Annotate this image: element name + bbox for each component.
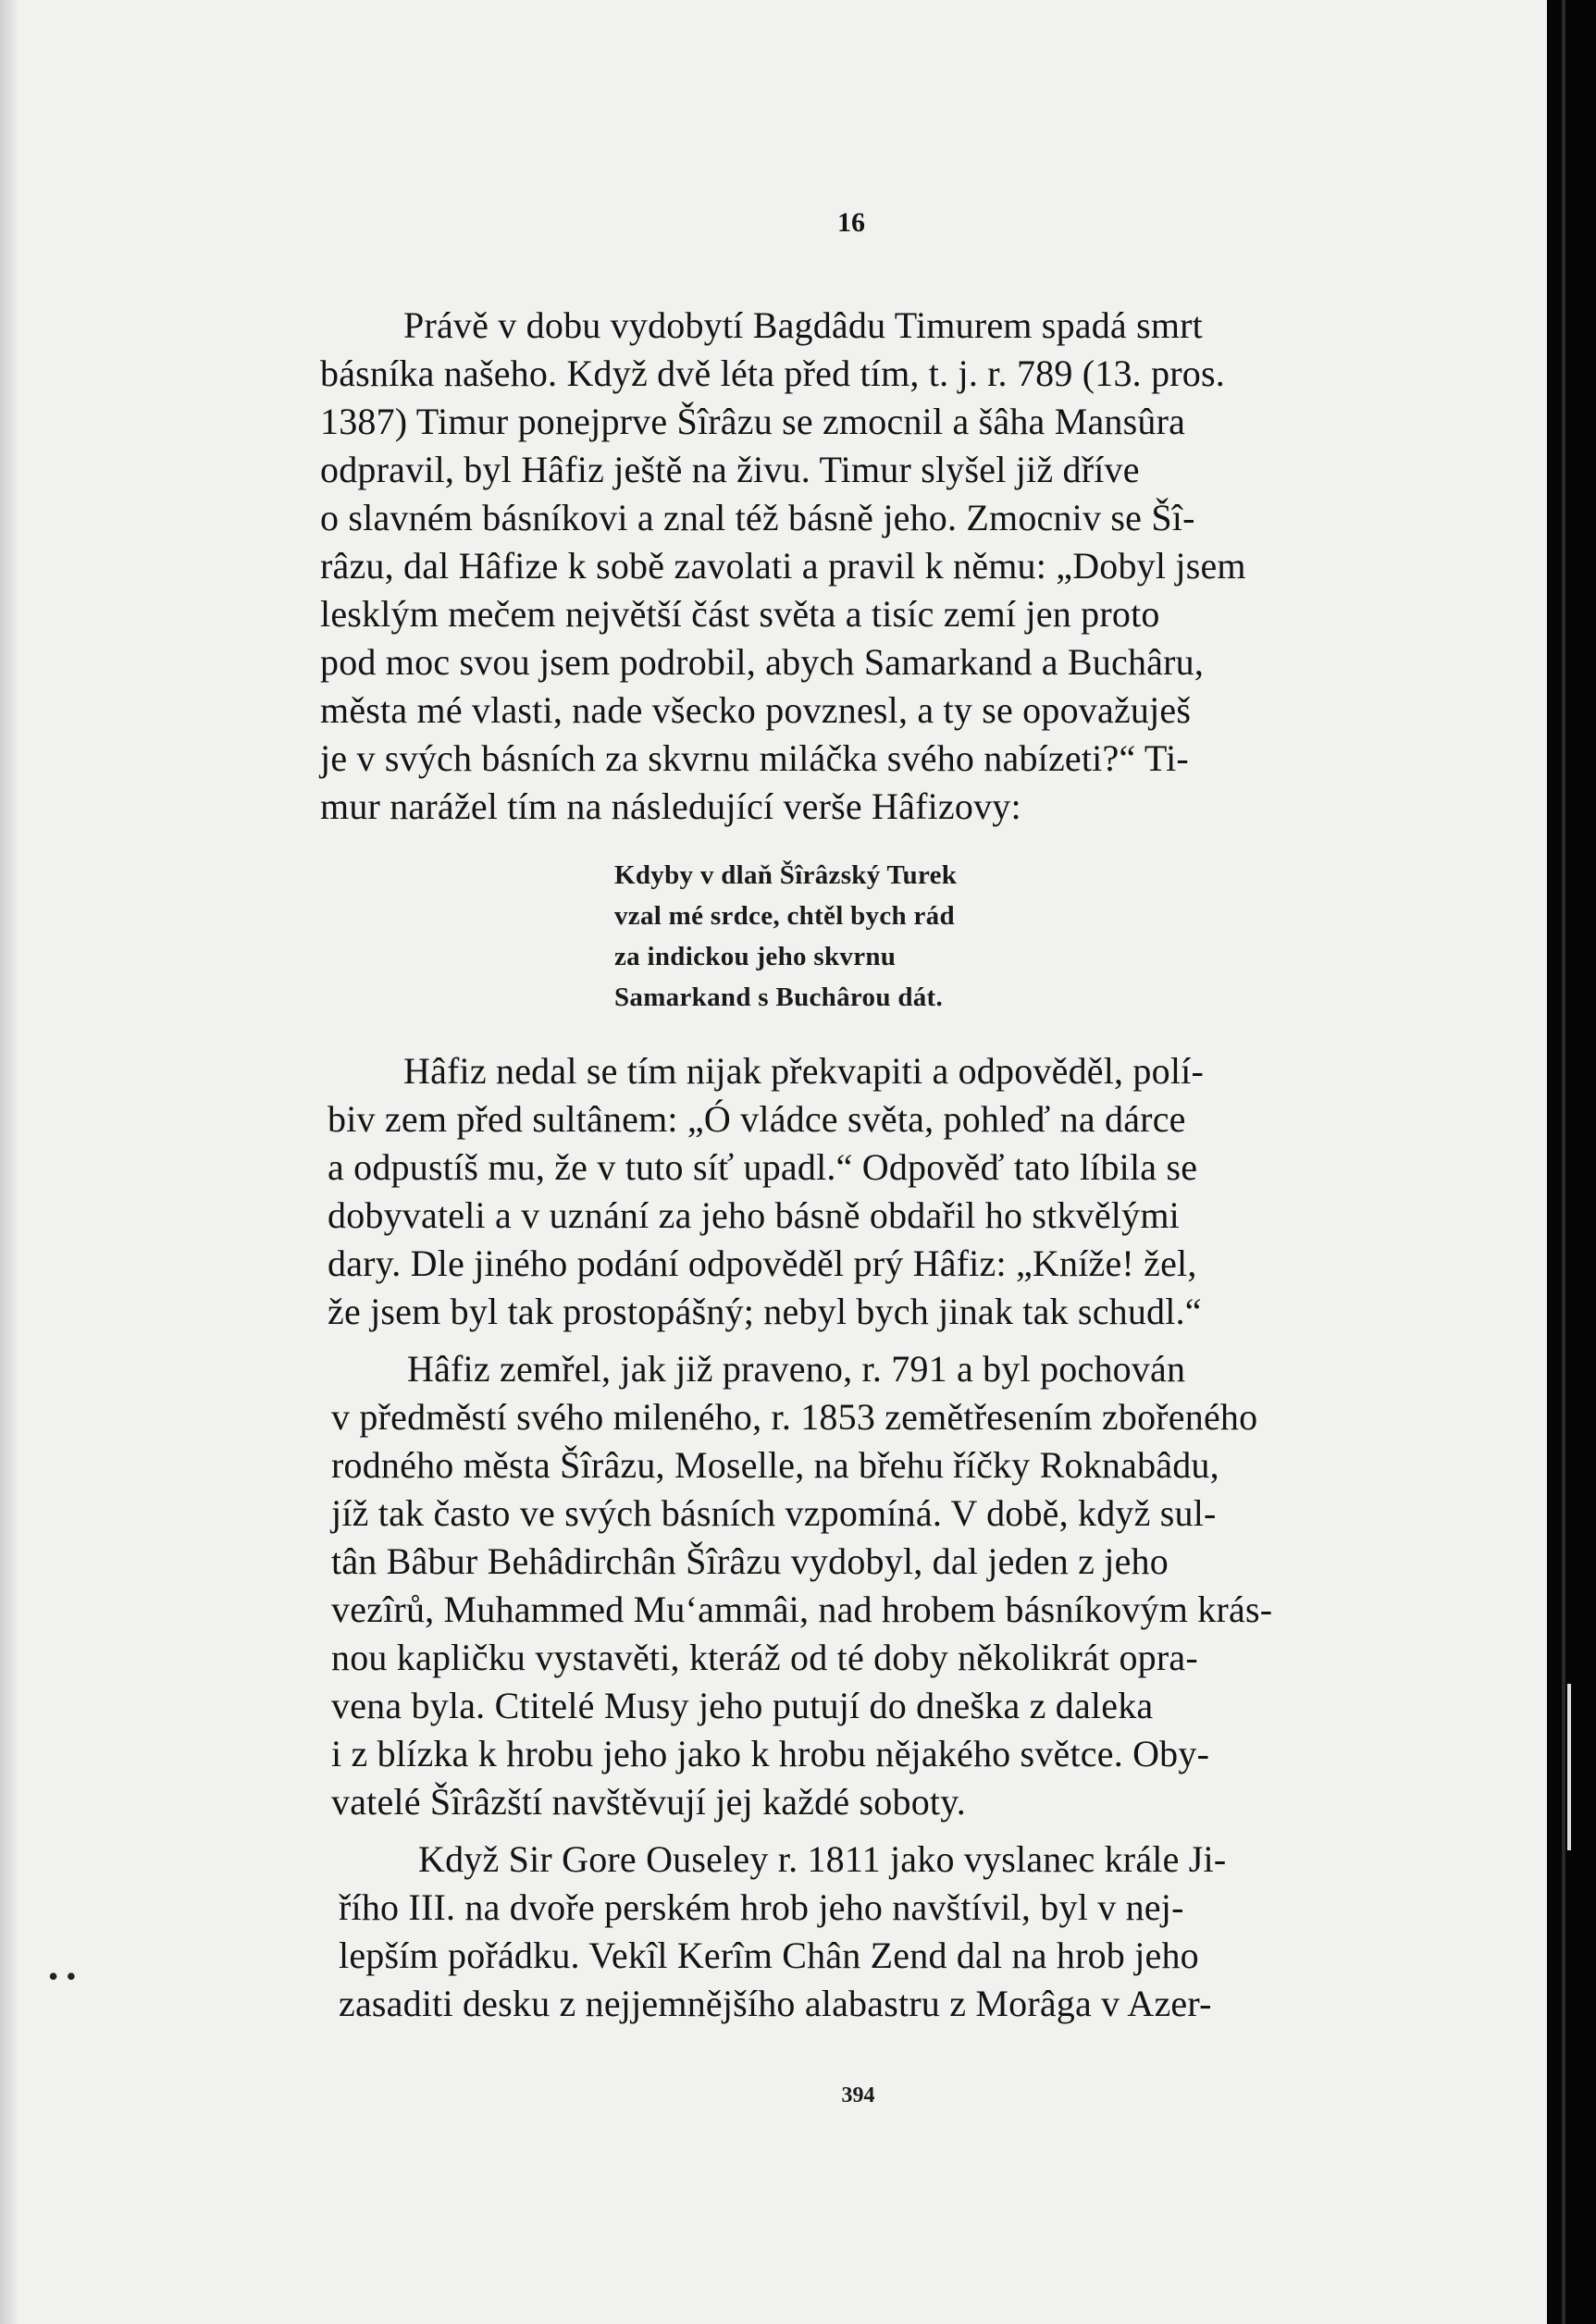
text-line: 1387) Timur ponejprve Šîrâzu se zmocnil a šâha Mansûra: [320, 401, 1186, 442]
text-line: vena byla. Ctitelé Musy jeho putují do dneška z daleka: [331, 1685, 1154, 1726]
page-left-shadow: [0, 0, 17, 2324]
text-line: města mé vlasti, nade všecko povznesl, a ty se opovažuješ: [320, 689, 1192, 731]
poem-line: za indickou jeho skvrnu: [614, 942, 897, 971]
printer-signature: 394: [841, 2083, 875, 2108]
scan-border-right: [1547, 0, 1596, 2324]
text-line: je v svých básních za skvrnu miláčka svého nabízeti?“ Ti-: [320, 737, 1189, 779]
text-line: tân Bâbur Behâdirchân Šîrâzu vydobyl, dal jeden z jeho: [331, 1540, 1169, 1582]
text-line: o slavném básníkovi a znal též básně jeho. Zmocniv se Šî-: [320, 497, 1195, 538]
text-line: dary. Dle jiného podání odpověděl prý Hâfiz: „Kníže! žel,: [328, 1242, 1197, 1284]
text-line: a odpustíš mu, že v tuto síť upadl.“ Odpověď tato líbila se: [328, 1146, 1198, 1188]
text-line: râzu, dal Hâfize k sobě zavolati a pravil k němu: „Dobyl jsem: [320, 545, 1246, 587]
text-line: Hâfiz nedal se tím nijak překvapiti a odpověděl, polí-: [403, 1050, 1204, 1092]
poem-line: Kdyby v dlaň Šîrâzský Turek: [614, 860, 958, 890]
poem-line: Samarkand s Buchârou dát.: [614, 983, 944, 1012]
text-line: vatelé Šîrâzští navštěvují jej každé soboty.: [331, 1781, 967, 1823]
text-line: mur narážel tím na následující verše Hâfizovy:: [320, 785, 1021, 827]
text-line: zasaditi desku z nejjemnějšího alabastru z Morâga v Azer-: [339, 1983, 1212, 2024]
text-line: Když Sir Gore Ouseley r. 1811 jako vyslanec krále Ji-: [418, 1838, 1227, 1880]
text-line: dobyvateli a v uznání za jeho básně obdařil ho stkvělými: [328, 1194, 1180, 1236]
text-line: vezîrů, Muhammed Mu‘ammâi, nad hrobem básníkovým krás-: [331, 1588, 1273, 1630]
page-edge-line: [1562, 0, 1565, 2324]
text-line: v předměstí svého mileného, r. 1853 zemětřesením zbořeného: [331, 1396, 1258, 1438]
page-edge-highlight: [1567, 1684, 1571, 1850]
text-line: lepším pořádku. Vekîl Kerîm Chân Zend dal na hrob jeho: [339, 1935, 1199, 1976]
text-line: lesklým mečem největší část světa a tisíc zemí jen proto: [320, 593, 1160, 635]
text-line: pod moc svou jsem podrobil, abych Samarkand a Buchâru,: [320, 641, 1205, 683]
text-line: Hâfiz zemřel, jak již praveno, r. 791 a byl pochován: [407, 1348, 1186, 1390]
text-line: řího III. na dvoře perském hrob jeho navštívil, byl v nej-: [339, 1886, 1184, 1928]
poem-line: vzal mé srdce, chtěl bych rád: [614, 901, 955, 931]
text-line: básníka našeho. Když dvě léta před tím, t. j. r. 789 (13. pros.: [320, 352, 1225, 394]
page-number: 16: [837, 207, 865, 238]
text-line: jíž tak často ve svých básních vzpomíná. V době, když sul-: [331, 1492, 1217, 1534]
text-line: rodného města Šîrâzu, Moselle, na břehu říčky Roknabâdu,: [331, 1444, 1219, 1486]
text-line: i z blízka k hrobu jeho jako k hrobu nějakého světce. Oby-: [331, 1733, 1210, 1774]
margin-mark: • •: [48, 1959, 77, 1993]
text-line: biv zem před sultânem: „Ó vládce světa, pohleď na dárce: [328, 1098, 1186, 1140]
text-line: odpravil, byl Hâfiz ještě na živu. Timur slyšel již dříve: [320, 449, 1140, 490]
text-line: nou kapličku vystavěti, kteráž od té doby několikrát opra-: [331, 1637, 1198, 1678]
text-line: Právě v dobu vydobytí Bagdâdu Timurem spadá smrt: [403, 304, 1203, 346]
text-line: že jsem byl tak prostopášný; nebyl bych jinak tak schudl.“: [328, 1291, 1202, 1332]
